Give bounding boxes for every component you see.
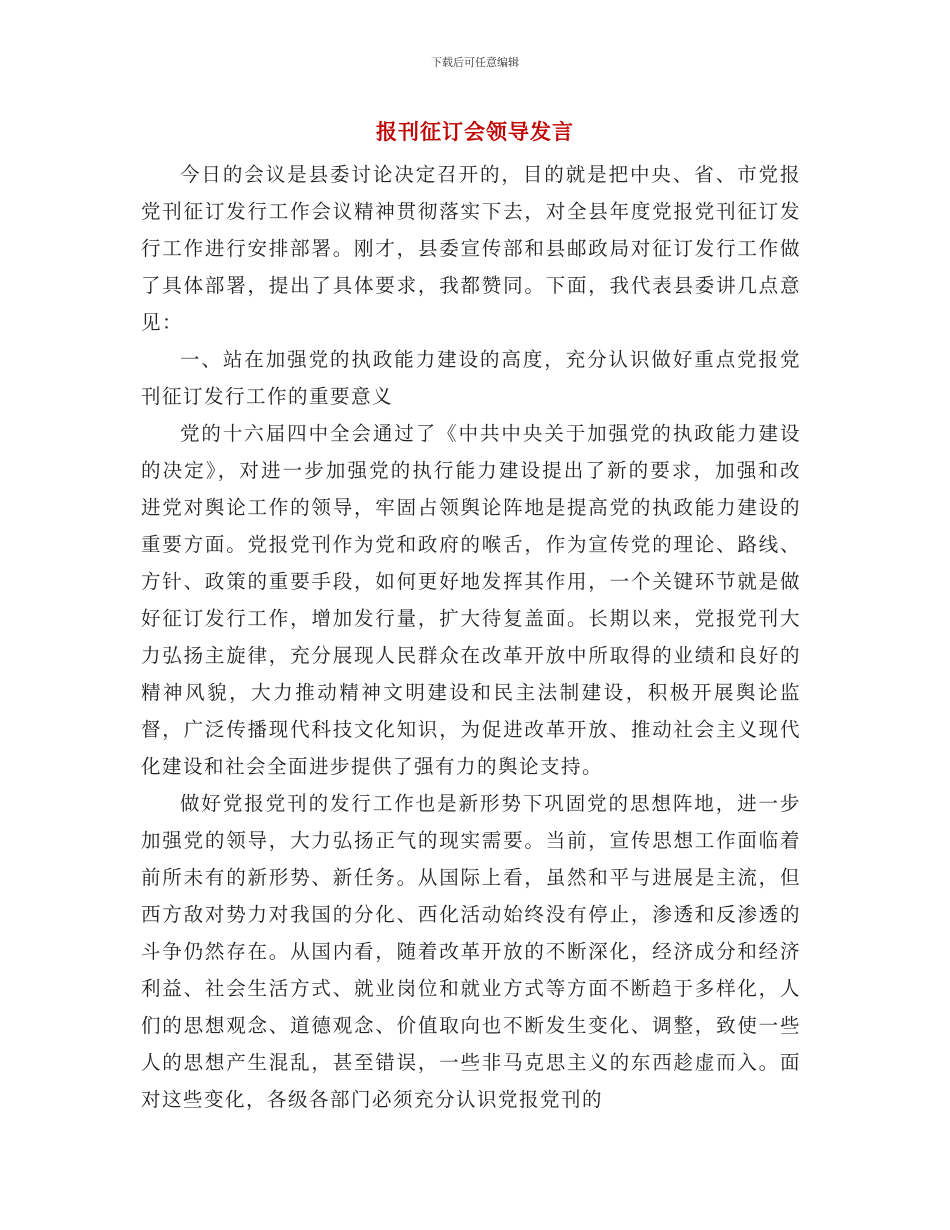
document-title: 报刊征订会领导发言 [376, 119, 574, 144]
paragraph: 今日的会议是县委讨论决定召开的，目的就是把中央、省、市党报党刊征订发行工作会议精神贯彻落实下去，对全县年度党报党刊征订发行工作进行安排部署。刚才，县委宣传部和县邮政局对征订发行工作做了具体部署，提出了具体要求，我都赞同。下面，我代表县委讲几点意见： [141, 163, 801, 334]
section-heading: 一、站在加强党的执政能力建设的高度，充分认识做好重点党报党刊征订发行工作的重要意义 [141, 348, 801, 408]
paragraph: 党的十六届四中全会通过了《中共中央关于加强党的执政能力建设的决定》，对进一步加强党的执行能力建设提出了新的要求，加强和改进党对舆论工作的领导，牢固占领舆论阵地是提高党的执政能力建设的重要方面。党报党刊作为党和政府的喉舌，作为宣传党的理论、路线、方针、政策的重要手段，如何更好地发挥其作用，一个关键环节就是做好征订发行工作，增加发行量，扩大待复盖面。长期以来，党报党刊大力弘扬主旋律，充分展现人民群众在改革开放中所取得的业绩和良好的精神风貌，大力推动精神文明建设和民主法制建设，积极开展舆论监督，广泛传播现代科技文化知识，为促进改革开放、推动社会主义现代化建设和社会全面进步提供了强有力的舆论支持。 [141, 422, 801, 778]
document-body [141, 156, 801, 1118]
paragraph: 做好党报党刊的发行工作也是新形势下巩固党的思想阵地，进一步加强党的领导，大力弘扬正气的现实需要。当前，宣传思想工作面临着前所未有的新形势、新任务。从国际上看，虽然和平与进展是主流，但西方敌对势力对我国的分化、西化活动始终没有停止，渗透和反渗透的斗争仍然存在。从国内看，随着改革开放的不断深化，经济成分和经济利益、社会生活方式、就业岗位和就业方式等方面不断趋于多样化，人们的思想观念、道德观念、价值取向也不断发生变化、调整，致使一些人的思想产生混乱，甚至错误，一些非马克思主义的东西趁虚而入。面对这些变化，各级各部门必须充分认识党报党刊的 [141, 792, 801, 1111]
header-note: 下载后可任意编辑 [431, 56, 519, 69]
